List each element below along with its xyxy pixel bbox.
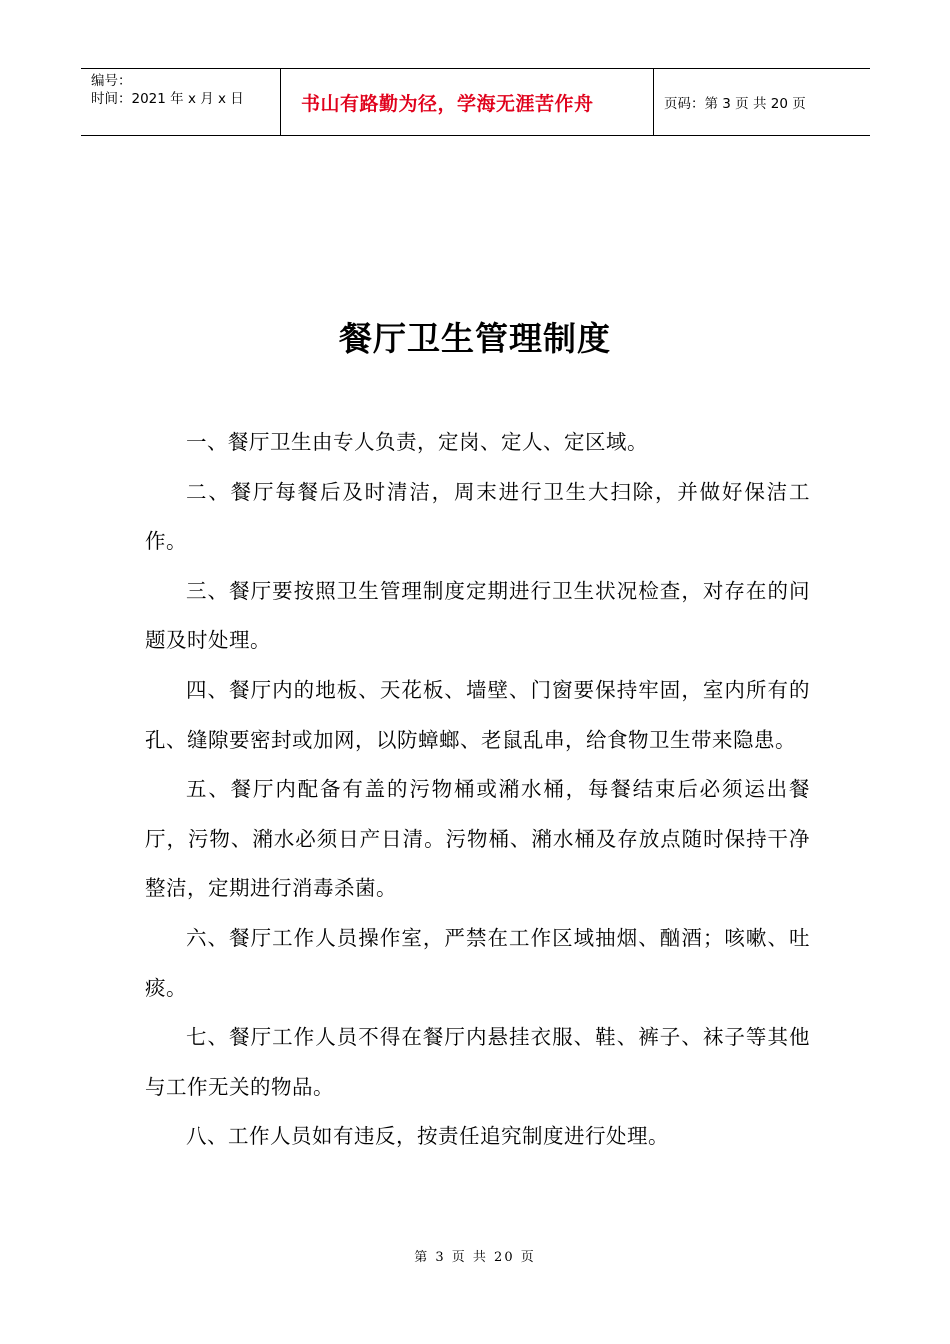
page-footer: 第 3 页 共 20 页 — [414, 1250, 536, 1265]
paragraph: 七、餐厅工作人员不得在餐厅内悬挂衣服、鞋、裤子、袜子等其他与工作无关的物品。 — [145, 1025, 810, 1099]
header-meta — [81, 69, 281, 135]
document-title: 餐厅卫生管理制度 — [339, 319, 611, 358]
page-header — [81, 68, 870, 136]
paragraph: 一、餐厅卫生由专人负责，定岗、定人、定区域。 — [186, 430, 648, 454]
document-number-label: 编号： — [91, 73, 132, 89]
paragraph: 四、餐厅内的地板、天花板、墙壁、门窗要保持牢固，室内所有的孔、缝隙要密封或加网，以防蟑螂、老鼠乱串，给食物卫生带来隐患。 — [145, 677, 810, 752]
document-body — [145, 418, 810, 1162]
paragraph: 三、餐厅要按照卫生管理制度定期进行卫生状况检查，对存在的问题及时处理。 — [145, 578, 810, 653]
paragraph: 八、工作人员如有违反，按责任追究制度进行处理。 — [186, 1124, 669, 1149]
paragraph: 六、餐厅工作人员操作室，严禁在工作区域抽烟、酗酒；咳嗽、吐痰。 — [145, 925, 810, 1000]
document-date: 时间：2021 年 x 月 x 日 — [91, 91, 244, 107]
header-page-info: 页码：第 3 页 共 20 页 — [664, 96, 806, 112]
paragraph: 二、餐厅每餐后及时清洁，周末进行卫生大扫除，并做好保洁工作。 — [145, 479, 810, 554]
header-motto: 书山有路勤为径，学海无涯苦作舟 — [281, 69, 654, 135]
paragraph: 五、餐厅内配备有盖的污物桶或潲水桶，每餐结束后必须运出餐厅，污物、潲水必须日产日清。污物桶、潲水桶及存放点随时保持干净整洁，定期进行消毒杀菌。 — [145, 777, 810, 901]
